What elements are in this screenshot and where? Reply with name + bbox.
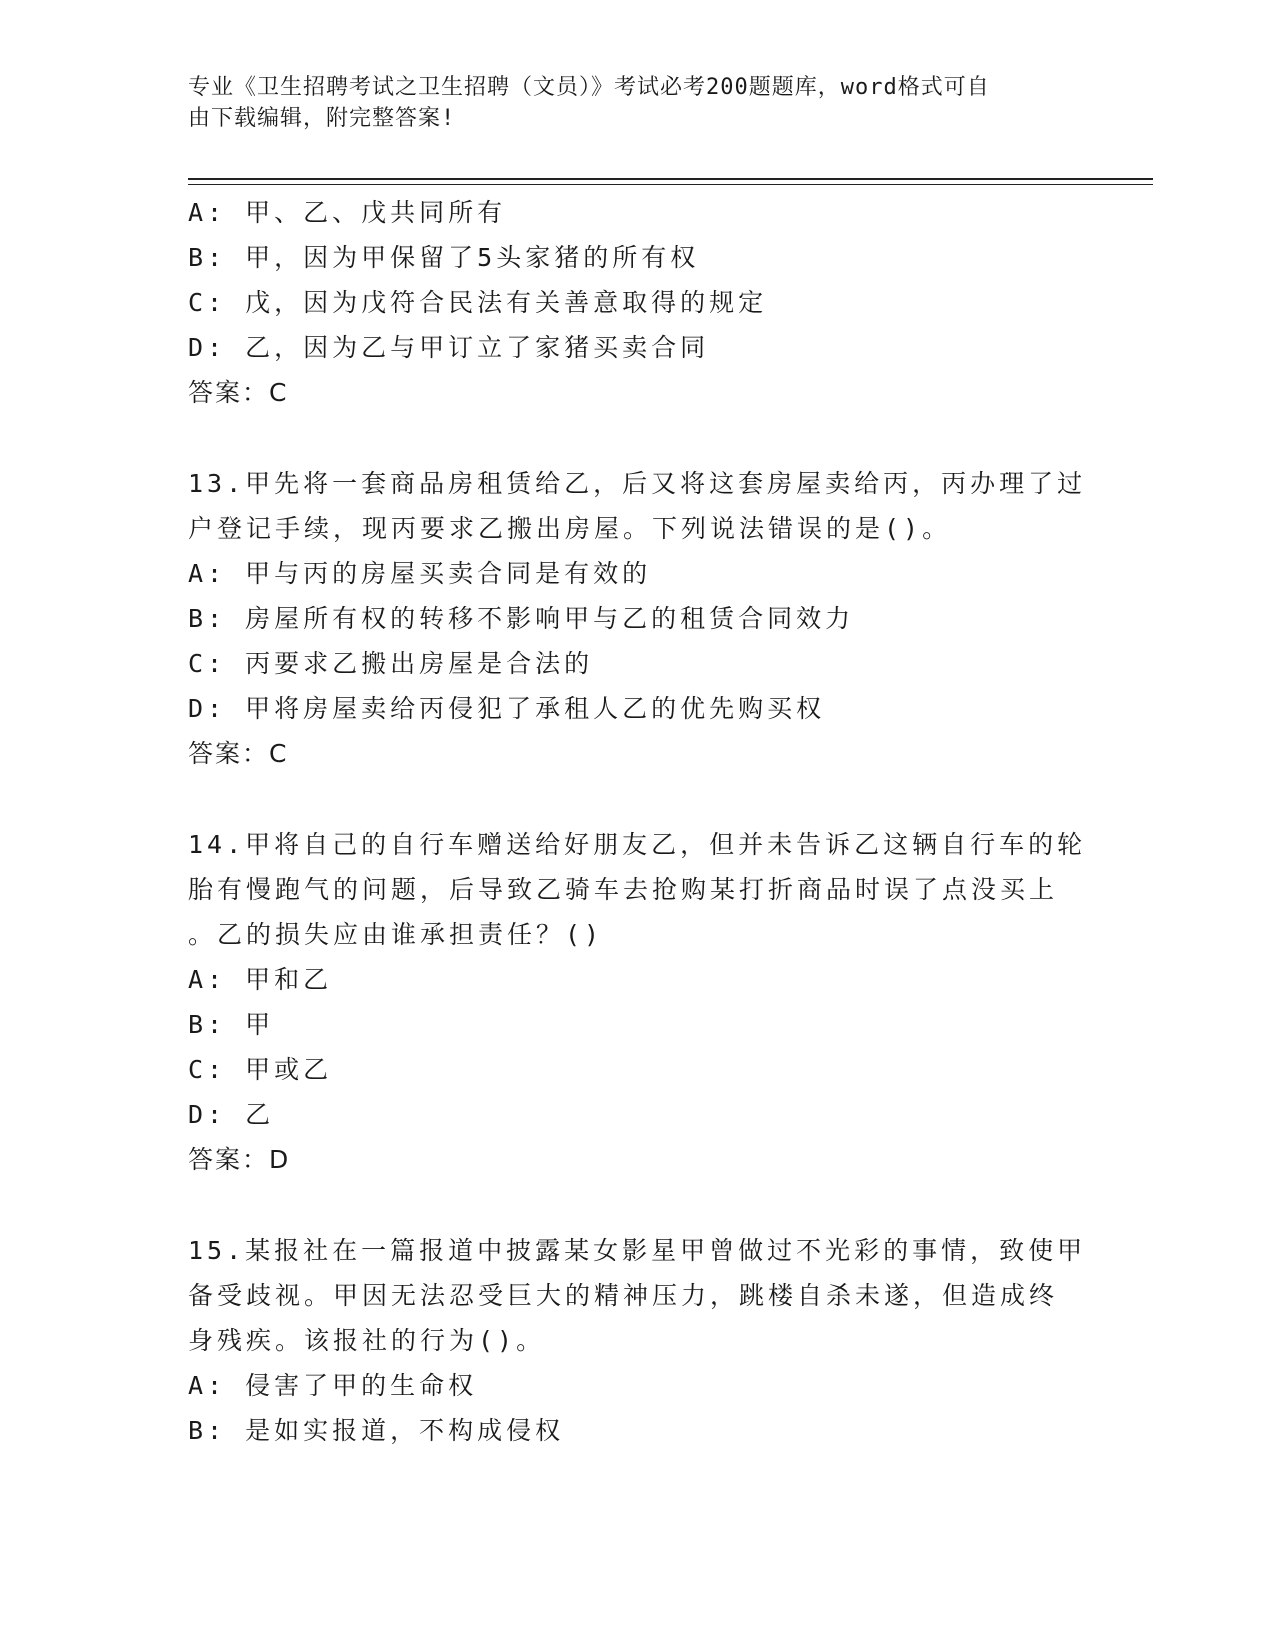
option-c: C: 丙要求乙搬出房屋是合法的 bbox=[188, 649, 594, 678]
option-d: D: 乙，因为乙与甲订立了家猪买卖合同 bbox=[188, 333, 710, 362]
option-b: B: 甲，因为甲保留了5头家猪的所有权 bbox=[188, 243, 700, 272]
question-text-line: 身残疾。该报社的行为()。 bbox=[188, 1326, 546, 1355]
option-a: A: 甲与丙的房屋买卖合同是有效的 bbox=[188, 559, 652, 588]
question-text-line: 胎有慢跑气的问题，后导致乙骑车去抢购某打折商品时误了点没买上 bbox=[188, 875, 1059, 904]
question-text-line: 。乙的损失应由谁承担责任？() bbox=[188, 920, 604, 949]
option-b: B: 房屋所有权的转移不影响甲与乙的租赁合同效力 bbox=[188, 604, 855, 633]
option-a: A: 甲和乙 bbox=[188, 965, 333, 994]
spacer bbox=[188, 415, 1088, 461]
spacer bbox=[188, 776, 1088, 822]
header-line-1: 专业《卫生招聘考试之卫生招聘（文员）》考试必考200题题库，word格式可自 bbox=[188, 75, 990, 100]
question-14 bbox=[188, 822, 1088, 1182]
answer: 答案：C bbox=[188, 739, 289, 768]
option-b: B: 是如实报道，不构成侵权 bbox=[188, 1416, 565, 1445]
question-list bbox=[188, 190, 1088, 1453]
question-13 bbox=[188, 461, 1088, 776]
question-text-line: 备受歧视。甲因无法忍受巨大的精神压力，跳楼自杀未遂，但造成终 bbox=[188, 1281, 1059, 1310]
option-c: C: 甲或乙 bbox=[188, 1055, 333, 1084]
question-15 bbox=[188, 1228, 1088, 1453]
option-a: A: 甲、乙、戊共同所有 bbox=[188, 198, 507, 227]
question-text-line: 13.甲先将一套商品房租赁给乙，后又将这套房屋卖给丙，丙办理了过 bbox=[188, 469, 1087, 498]
header-divider-thin bbox=[188, 184, 1153, 185]
option-b: B: 甲 bbox=[188, 1010, 275, 1039]
spacer bbox=[188, 1182, 1088, 1228]
option-c: C: 戊，因为戊符合民法有关善意取得的规定 bbox=[188, 288, 768, 317]
answer: 答案：C bbox=[188, 378, 289, 407]
header-divider-thick bbox=[188, 178, 1153, 180]
question-12 bbox=[188, 190, 1088, 415]
option-d: D: 乙 bbox=[188, 1100, 275, 1129]
answer: 答案：D bbox=[188, 1145, 291, 1174]
header-line-2: 由下载编辑，附完整答案! bbox=[188, 106, 456, 131]
question-text-line: 户登记手续，现丙要求乙搬出房屋。下列说法错误的是()。 bbox=[188, 514, 952, 543]
question-text-line: 15.某报社在一篇报道中披露某女影星甲曾做过不光彩的事情，致使甲 bbox=[188, 1236, 1087, 1265]
document-header bbox=[188, 72, 1068, 134]
question-text-line: 14.甲将自己的自行车赠送给好朋友乙，但并未告诉乙这辆自行车的轮 bbox=[188, 830, 1087, 859]
option-d: D: 甲将房屋卖给丙侵犯了承租人乙的优先购买权 bbox=[188, 694, 826, 723]
option-a: A: 侵害了甲的生命权 bbox=[188, 1371, 478, 1400]
